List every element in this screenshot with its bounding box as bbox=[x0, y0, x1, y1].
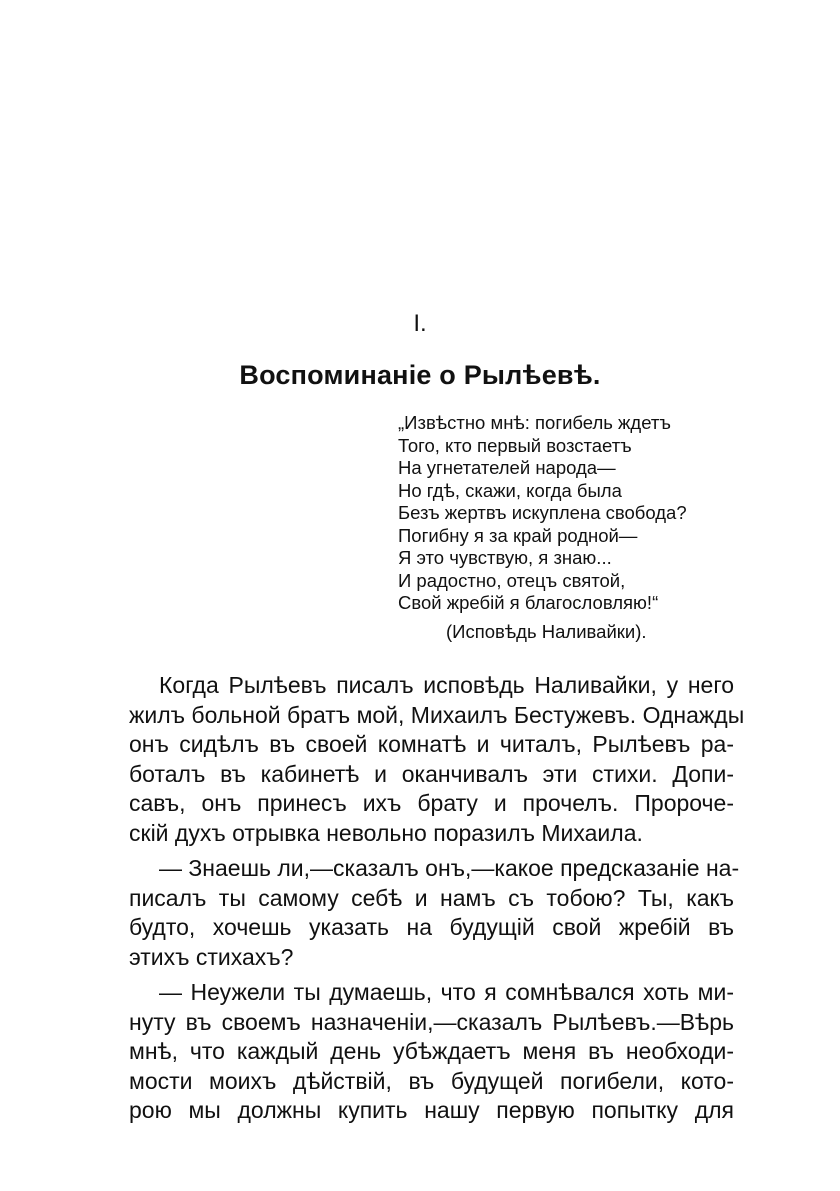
text-line: онъ сидѣлъ въ своей комнатѣ и читалъ, Рылѣевъ ра- bbox=[129, 731, 734, 757]
text-line: боталъ въ кабинетѣ и оканчивалъ эти стихи. Допи- bbox=[129, 760, 734, 787]
epigraph bbox=[398, 412, 738, 643]
text-line: мости моихъ дѣйствій, въ будущей погибели, кото- bbox=[129, 1067, 734, 1094]
text-line: жилъ больной братъ мой, Михаилъ Бестужевъ. Однажды bbox=[129, 701, 745, 728]
epigraph-line: Но гдѣ, скажи, когда была bbox=[398, 479, 622, 501]
paragraph-2 bbox=[129, 854, 740, 972]
epigraph-line: Погибну я за край родной— bbox=[398, 524, 638, 546]
chapter-number: I. bbox=[413, 310, 427, 337]
paragraph-3 bbox=[129, 978, 734, 1126]
text-line: савъ, онъ принесъ ихъ брату и прочелъ. Пророче- bbox=[129, 790, 734, 816]
epigraph-line: Безъ жертвъ искуплена свобода? bbox=[398, 502, 687, 523]
paragraph-1 bbox=[129, 671, 745, 848]
text-line: этихъ стихахъ? bbox=[129, 943, 294, 970]
text-line: — Неужели ты думаешь, что я сомнѣвался хоть ми- bbox=[159, 979, 734, 1005]
epigraph-line: „Извѣстно мнѣ: погибель ждетъ bbox=[398, 412, 671, 433]
epigraph-source: (Исповѣдь Наливайки). bbox=[446, 620, 647, 642]
text-line: будто, хочешь указать на будущій свой жребій въ bbox=[129, 914, 734, 940]
body-text bbox=[129, 671, 745, 1126]
epigraph-line: На угнетателей народа— bbox=[398, 457, 616, 478]
text-line: мнѣ, что каждый день убѣждаетъ меня въ необходи- bbox=[129, 1038, 734, 1064]
epigraph-line: Свой жребій я благословляю!“ bbox=[398, 592, 659, 613]
text-line: скій духъ отрывка невольно поразилъ Михаила. bbox=[129, 819, 643, 846]
text-line: Когда Рылѣевъ писалъ исповѣдь Наливайки, у него bbox=[159, 672, 734, 698]
chapter-title: Воспоминаніе о Рылѣевѣ. bbox=[239, 360, 601, 390]
epigraph-line: И радостно, отецъ святой, bbox=[398, 569, 626, 591]
text-line: писалъ ты самому себѣ и намъ съ тобою? Ты, какъ bbox=[129, 884, 734, 911]
epigraph-line: Я это чувствую, я знаю... bbox=[398, 547, 612, 568]
text-line: — Знаешь ли,—сказалъ онъ,—какое предсказаніе на- bbox=[159, 855, 740, 881]
epigraph-line: Того, кто первый возстаетъ bbox=[398, 434, 632, 456]
text-line: нуту въ своемъ назначеніи,—сказалъ Рылѣевъ.—Вѣрь bbox=[129, 1008, 734, 1035]
text-line: рою мы должны купить нашу первую попытку для bbox=[129, 1097, 734, 1123]
